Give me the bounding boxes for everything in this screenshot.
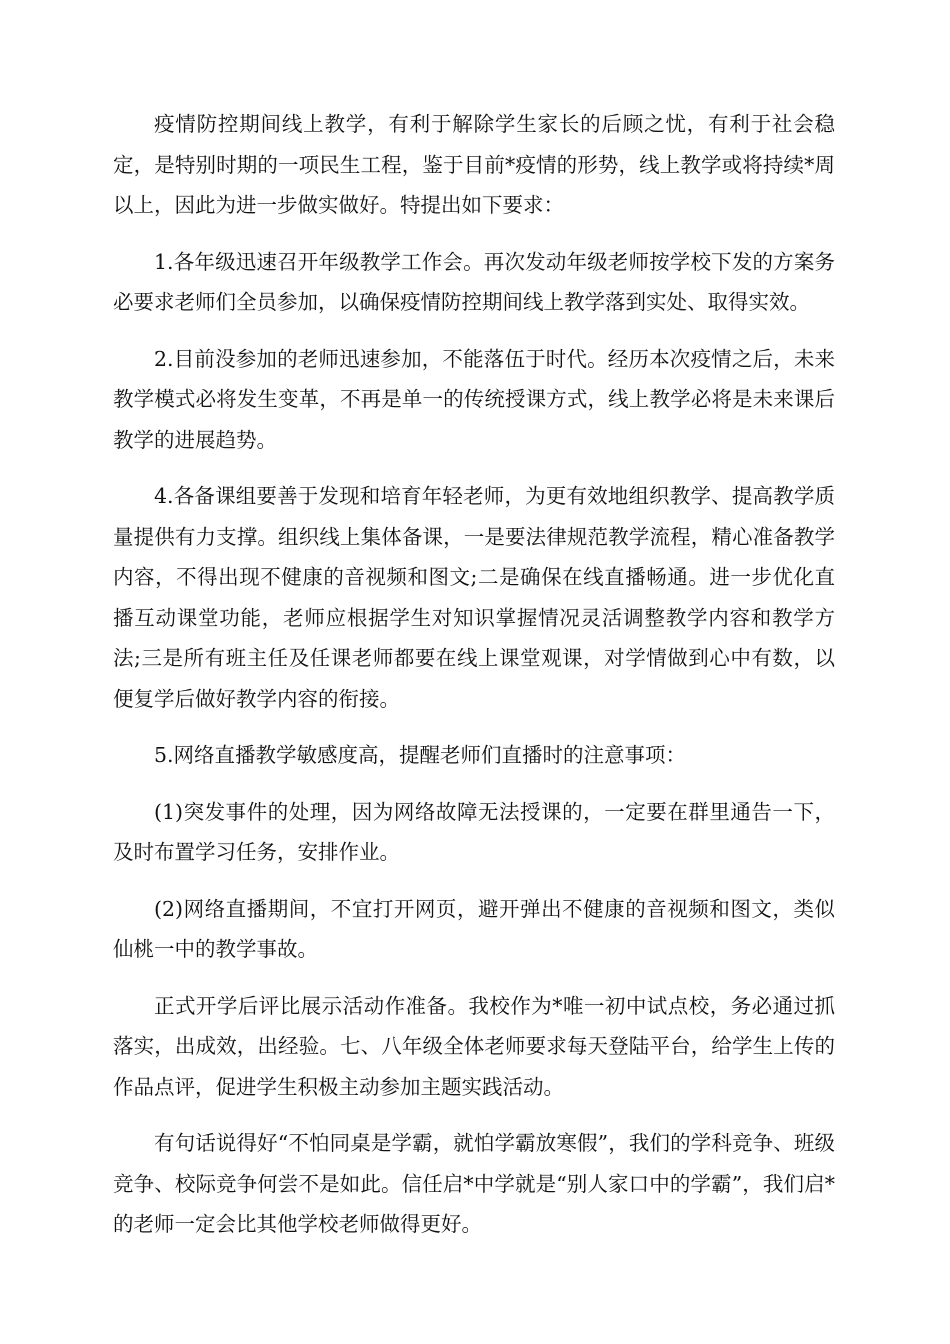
paragraph-closing: 有句话说得好“不怕同桌是学霸，就怕学霸放寒假”，我们的学科竞争、班级竞争、校际竞争何尝不是如此。信任启*中学就是“别人家口中的学霸”，我们启*的老师一定会比其他学校老师做得更好。	[113, 1131, 835, 1236]
paragraph-subitem-1: (1)突发事件的处理，因为网络故障无法授课的，一定要在群里通告一下，及时布置学习任务，安排作业。	[113, 799, 835, 864]
paragraph-item-1: 1.各年级迅速召开年级教学工作会。再次发动年级老师按学校下发的方案务必要求老师们全员参加，以确保疫情防控期间线上教学落到实处、取得实效。	[113, 249, 835, 314]
paragraph-item-5: 5.网络直播教学敏感度高，提醒老师们直播时的注意事项：	[154, 743, 687, 767]
paragraph-intro: 疫情防控期间线上教学，有利于解除学生家长的后顾之忧，有利于社会稳定，是特别时期的一项民生工程，鉴于目前*疫情的形势，线上教学或将持续*周以上，因此为进一步做实做好。特提出如下要求：	[113, 112, 835, 217]
document-body	[113, 104, 835, 1261]
paragraph-evaluation: 正式开学后评比展示活动作准备。我校作为*唯一初中试点校，务必通过抓落实，出成效，出经验。七、八年级全体老师要求每天登陆平台，给学生上传的作品点评，促进学生积极主动参加主题实践活动。	[113, 993, 835, 1099]
paragraph-subitem-2: (2)网络直播期间，不宜打开网页，避开弹出不健康的音视频和图文，类似仙桃一中的教学事故。	[113, 896, 835, 961]
paragraph-item-2: 2.目前没参加的老师迅速参加，不能落伍于时代。经历本次疫情之后，未来教学模式必将发生变革，不再是单一的传统授课方式，线上教学必将是未来课后教学的进展趋势。	[113, 346, 835, 452]
paragraph-item-4: 4.各备课组要善于发现和培育年轻老师，为更有效地组织教学、提高教学质量提供有力支撑。组织线上集体备课，一是要法律规范教学流程，精心准备教学内容，不得出现不健康的音视频和图文;二是确保在线直播畅通。进一步优化直播互动课堂功能，老师应根据学生对知识掌握情况灵活调整教学内容和教学方法;三是所有班主任及任课老师都要在线上课堂观课，对学情做到心中有数，以便复学后做好教学内容的衔接。	[113, 484, 835, 711]
